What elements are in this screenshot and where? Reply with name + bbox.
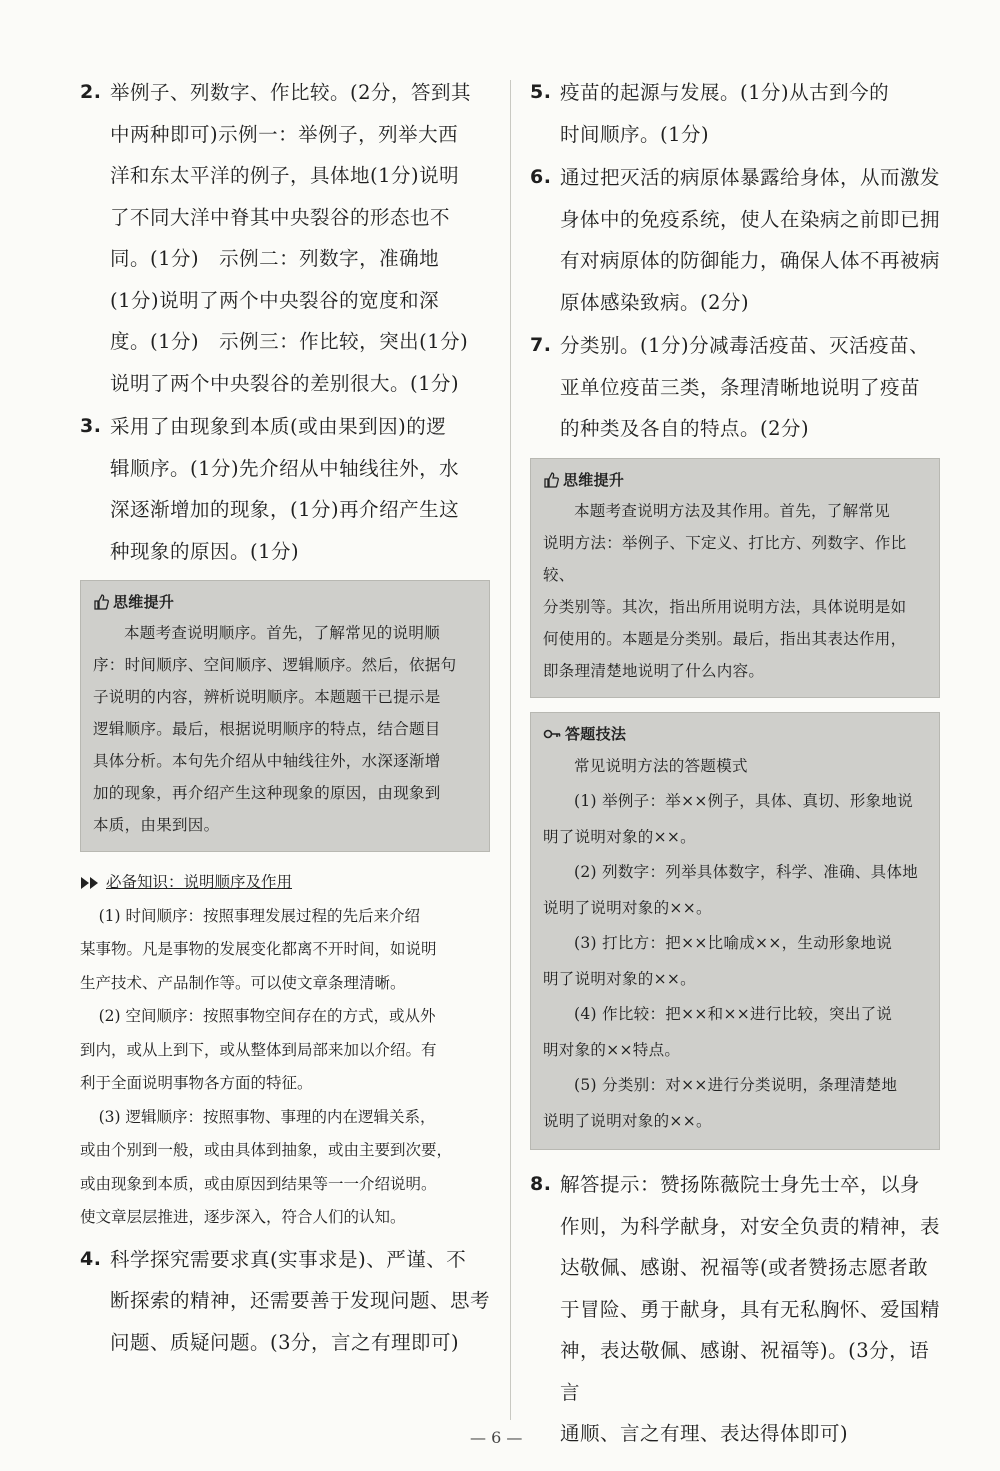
column-divider: [510, 80, 511, 1420]
answer-line: 同。(1分) 示例二：列数字，准确地: [110, 247, 440, 270]
box-line: 即条理清楚地说明了什么内容。: [543, 661, 765, 680]
right-column: [530, 72, 940, 1457]
box-line: 说明了说明对象的××。: [543, 898, 712, 917]
box-line: (1) 举例子：举××例子，具体、真切、形象地说: [574, 792, 914, 810]
question-7: [530, 325, 940, 450]
box-line: 常见说明方法的答题模式: [574, 756, 748, 775]
answer-line: 达敬佩、感谢、祝福等(或者赞扬志愿者敢: [560, 1256, 929, 1279]
answer-line: 分类别。(1分)分减毒活疫苗、灭活疫苗、: [560, 334, 930, 357]
thumbs-up-icon: [93, 594, 109, 610]
answer-line: 疫苗的起源与发展。(1分)从古到今的: [560, 81, 890, 104]
answer-line: 作则，为科学献身，对安全负责的精神，表: [560, 1214, 941, 1238]
knowledge-line: (3) 逻辑顺序：按照事物、事理的内在逻辑关系，: [98, 1107, 436, 1126]
answer-line: 深逐渐增加的现象，(1分)再介绍产生这: [110, 498, 460, 521]
knowledge-line: (2) 空间顺序：按照事物空间存在的方式，或从外: [98, 1007, 436, 1025]
answer-line: 神，表达敬佩、感谢、祝福等)。(3分，语言: [560, 1339, 930, 1404]
left-column: [80, 72, 490, 1365]
thinking-box: [530, 458, 940, 698]
answer-line: 问题、质疑问题。(3分，言之有理即可): [110, 1330, 460, 1354]
answer-line: 采用了由现象到本质(或由果到因)的逻: [110, 415, 447, 438]
answer-technique-box: [530, 712, 940, 1151]
knowledge-line: 某事物。凡是事物的发展变化都离不开时间，如说明: [80, 940, 437, 958]
question-5: [530, 72, 940, 155]
key-icon: [543, 727, 561, 741]
box-line: 本题考查说明方法及其作用。首先，了解常见: [574, 501, 891, 520]
box-line: 何使用的。本题是分类别。最后，指出其表达作用，: [543, 629, 907, 648]
page-number: — 6 —: [470, 1428, 523, 1447]
double-arrow-icon: [80, 876, 102, 890]
box-line: (5) 分类别：对××进行分类说明，条理清楚地: [574, 1076, 898, 1094]
box-line: 子说明的内容，辨析说明顺序。本题题干已提示是: [93, 688, 441, 706]
box-line: 本题考查说明顺序。首先，了解常见的说明顺: [124, 624, 441, 642]
question-number: 4.: [80, 1247, 102, 1270]
question-2: [80, 72, 490, 404]
answer-line: 通顺、言之有理、表达得体即可): [560, 1422, 849, 1445]
answer-line: 洋和东太平洋的例子，具体地(1分)说明: [110, 164, 460, 187]
answer-line: 有对病原体的防御能力，确保人体不再被病: [560, 249, 941, 272]
knowledge-line: 生产技术、产品制作等。可以使文章条理清晰。: [80, 973, 406, 992]
answer-line: 于冒险、勇于献身，具有无私胸怀、爱国精: [560, 1297, 941, 1321]
question-number: 8.: [530, 1173, 552, 1195]
thinking-box: [80, 580, 490, 852]
thinking-box-title: 思维提升: [93, 589, 479, 615]
box-line: 明了说明对象的××。: [543, 969, 696, 988]
answer-line: 原体感染致病。(2分): [560, 290, 750, 314]
box-line: 说明方法：举例子、下定义、打比方、列数字、作比较、: [543, 533, 907, 584]
answer-line: 通过把灭活的病原体暴露给身体，从而激发: [560, 166, 941, 189]
answer-line: 说明了两个中央裂谷的差别很大。(1分): [110, 371, 460, 395]
box-line: 序：时间顺序、空间顺序、逻辑顺序。然后，依据句: [93, 656, 457, 674]
answer-line: 了不同大洋中脊其中央裂谷的形态也不: [110, 205, 451, 229]
question-number: 5.: [530, 81, 552, 103]
box-line: (2) 列数字：列举具体数字，科学、准确、具体地: [574, 863, 919, 881]
box-line: 明对象的××特点。: [543, 1040, 681, 1059]
question-4: [80, 1239, 490, 1364]
answer-line: 种现象的原因。(1分): [110, 539, 300, 563]
box-line: (4) 作比较：把××和××进行比较，突出了说: [574, 1005, 893, 1023]
question-6: [530, 157, 940, 323]
answer-line: 身体中的免疫系统，使人在染病之前即已拥: [560, 207, 941, 231]
answer-line: 科学探究需要求真(实事求是)、严谨、不: [110, 1247, 467, 1271]
box-line: 逻辑顺序。最后，根据说明顺序的特点，结合题目: [93, 720, 441, 738]
question-number: 3.: [80, 415, 102, 437]
box-line: 分类别等。其次，指出所用说明方法，具体说明是如: [543, 597, 907, 616]
knowledge-line: 利于全面说明事物各方面的特征。: [80, 1074, 313, 1092]
knowledge-line: 或由现象到本质，或由原因到结果等一一介绍说明。: [80, 1174, 437, 1193]
knowledge-line: 使文章层层推进，逐步深入，符合人们的认知。: [80, 1208, 406, 1226]
box-line: 明了说明对象的××。: [543, 827, 696, 846]
answer-line: 时间顺序。(1分): [560, 122, 710, 146]
question-number: 6.: [530, 166, 552, 188]
answer-line: 解答提示：赞扬陈薇院士身先士卒，以身: [560, 1173, 921, 1196]
knowledge-title: 必备知识：说明顺序及作用: [80, 866, 490, 900]
answer-line: (1分)说明了两个中央裂谷的宽度和深: [110, 288, 440, 312]
box-line: 具体分析。本句先介绍从中轴线往外，水深逐渐增: [93, 752, 441, 770]
answer-technique-title: 答题技法: [543, 721, 929, 747]
box-line: 加的现象，再介绍产生这种现象的原因，由现象到: [93, 784, 441, 802]
knowledge-line: 或由个别到一般，或由具体到抽象，或由主要到次要，: [80, 1141, 453, 1159]
question-8: [530, 1164, 940, 1455]
question-3: [80, 406, 490, 572]
box-line: 说明了说明对象的××。: [543, 1111, 712, 1130]
question-number: 2.: [80, 81, 102, 103]
thinking-box-title: 思维提升: [543, 467, 929, 493]
knowledge-section: [80, 866, 490, 1235]
knowledge-line: 到内，或从上到下，或从整体到局部来加以介绍。有: [80, 1040, 437, 1059]
answer-line: 亚单位疫苗三类，条理清晰地说明了疫苗: [560, 375, 921, 399]
question-number: 7.: [530, 334, 552, 356]
answer-line: 举例子、列数字、作比较。(2分，答到其: [110, 81, 472, 104]
box-line: 本质，由果到因。: [93, 816, 220, 834]
answer-line: 断探索的精神，还需要善于发现问题、思考: [110, 1289, 491, 1312]
answer-line: 中两种即可)示例一：举例子，列举大西: [110, 122, 459, 146]
answer-line: 的种类及各自的特点。(2分): [560, 417, 810, 440]
knowledge-line: (1) 时间顺序：按照事理发展过程的先后来介绍: [98, 906, 420, 925]
answer-line: 度。(1分) 示例三：作比较，突出(1分): [110, 330, 469, 353]
answer-line: 辑顺序。(1分)先介绍从中轴线往外，水: [110, 456, 460, 480]
thumbs-up-icon: [543, 472, 559, 488]
box-line: (3) 打比方：把××比喻成××，生动形象地说: [574, 934, 893, 952]
